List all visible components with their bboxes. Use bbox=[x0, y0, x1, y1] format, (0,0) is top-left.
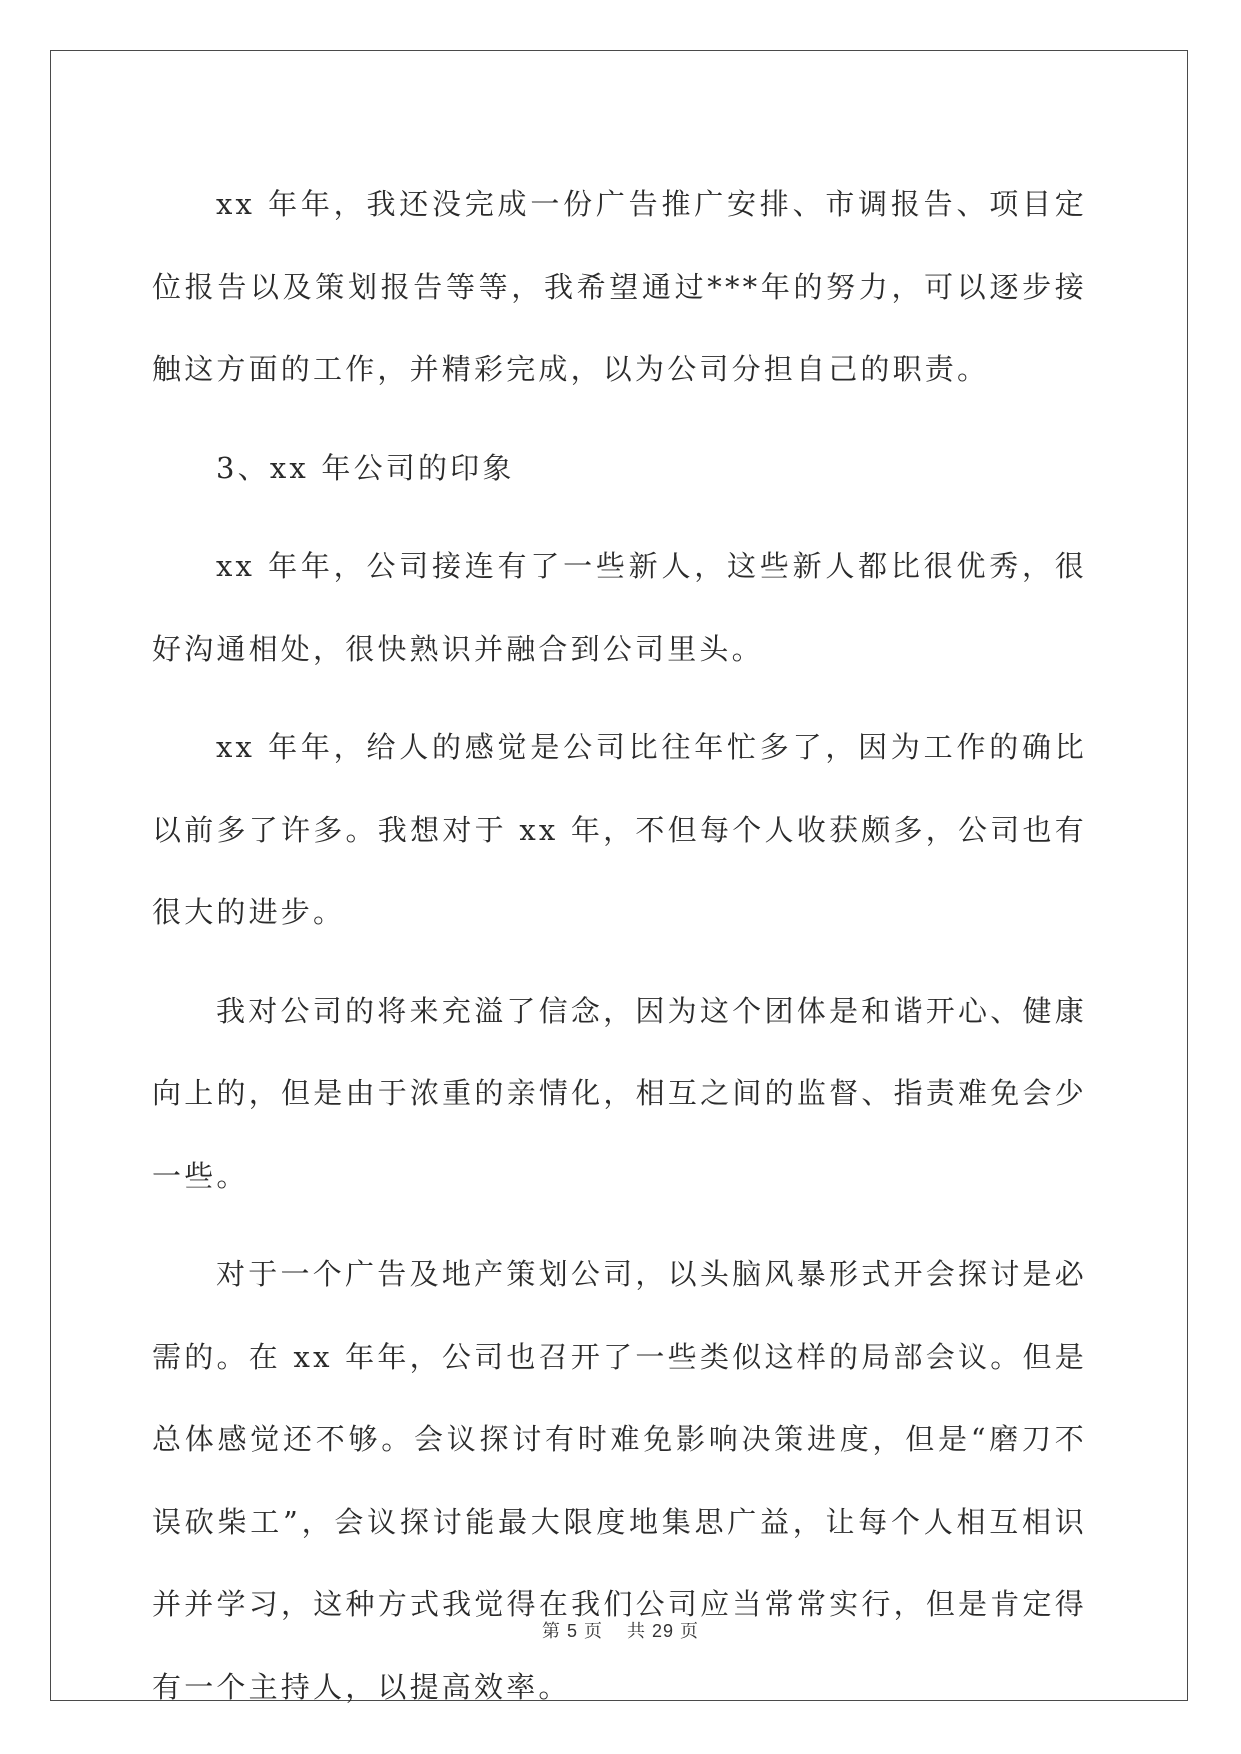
document-body bbox=[152, 163, 1087, 1744]
paragraph-3: xx 年年，给人的感觉是公司比往年忙多了，因为工作的确比以前多了许多。我想对于 xx 年，不但每个人收获颇多，公司也有很大的进步。 bbox=[152, 730, 1087, 929]
page-footer bbox=[0, 1617, 1241, 1643]
paragraph-5: 对于一个广告及地产策划公司，以头脑风暴形式开会探讨是必需的。在 xx 年年，公司也召开了一些类似这样的局部会议。但是总体感觉还不够。会议探讨有时难免影响决策进度，但是“磨刀不误砍柴工”，会议探讨能最大限度地集思广益，让每个人相互相识并并学习，这种方式我觉得在我们公司应当常常实行，但是肯定得有一个主持人，以提高效率。 bbox=[152, 1257, 1087, 1704]
page-total: 共 29 页 bbox=[627, 1621, 700, 1641]
paragraph-1: xx 年年，我还没完成一份广告推广安排、市调报告、项目定位报告以及策划报告等等，我希望通过***年的努力，可以逐步接触这方面的工作，并精彩完成，以为公司分担自己的职责。 bbox=[152, 187, 1087, 386]
section-heading: 3、xx 年公司的印象 bbox=[216, 450, 515, 485]
paragraph-4: 我对公司的将来充溢了信念，因为这个团体是和谐开心、健康向上的，但是由于浓重的亲情化，相互之间的监督、指责难免会少一些。 bbox=[152, 993, 1087, 1193]
page-number: 第 5 页 bbox=[541, 1621, 603, 1641]
paragraph-2: xx 年年，公司接连有了一些新人，这些新人都比很优秀，很好沟通相处，很快熟识并融合到公司里头。 bbox=[152, 549, 1087, 666]
